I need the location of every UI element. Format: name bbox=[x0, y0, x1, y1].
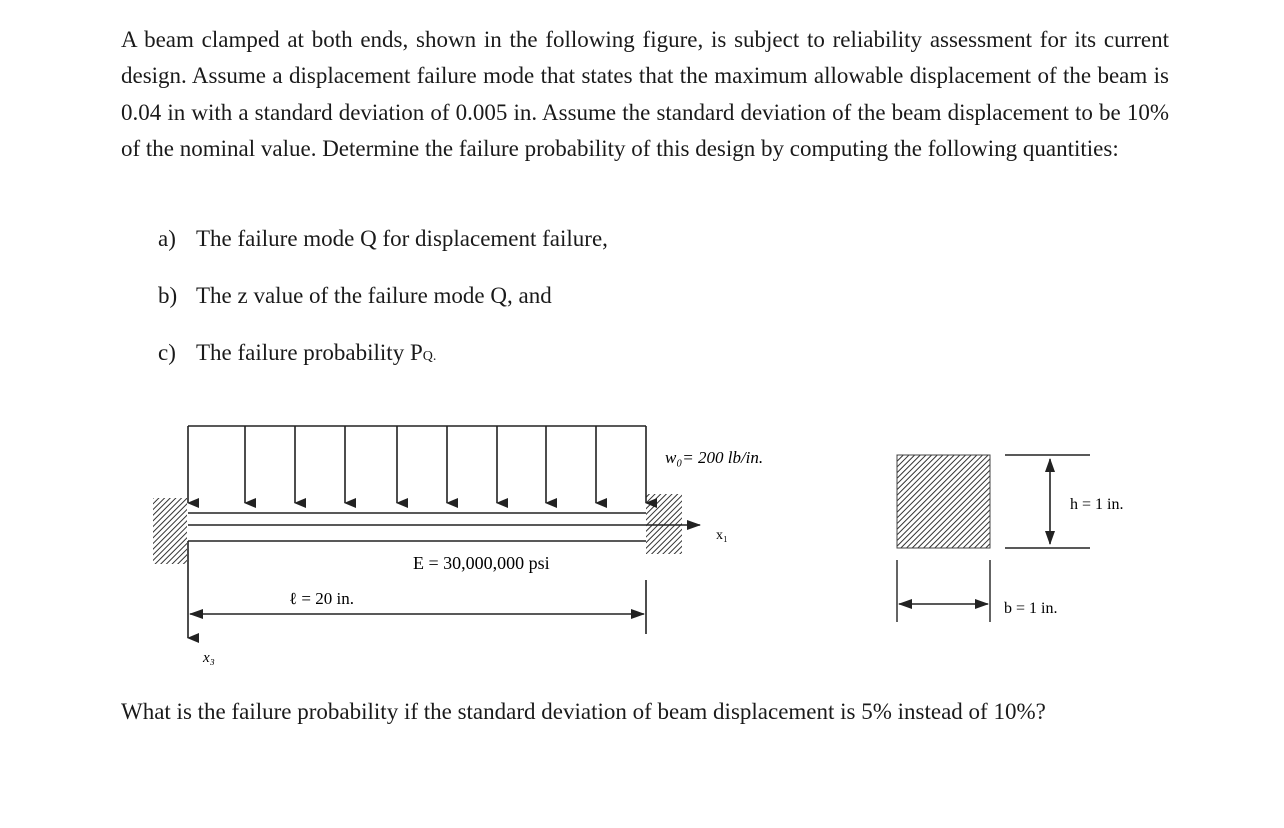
problem-statement: A beam clamped at both ends, shown in the following figure, is subject to reliability assessment for its current design. Assume a displacement failure mode that states that the maximum allowable displacement of the beam is 0.04 in with a standard deviation of 0.005 in. Assume the standard deviation of the beam displacement to be 10% of the nominal value. Determine the failure probability of this design by computing the following quantities: bbox=[121, 27, 1169, 161]
length-dimension bbox=[190, 580, 646, 634]
follow-up-question: What is the failure probability if the standard deviation of beam displacement is 5% instead of 10%? bbox=[121, 699, 1046, 724]
width-dimension bbox=[897, 560, 990, 622]
modulus-label: E = 30,000,000 psi bbox=[413, 553, 550, 573]
list-item-text: The failure probability P bbox=[196, 340, 423, 365]
left-clamp-support bbox=[153, 498, 187, 564]
cross-section bbox=[897, 455, 990, 548]
x1-label: x₁ bbox=[716, 528, 728, 543]
length-label: ℓ = 20 in. bbox=[289, 589, 354, 608]
right-clamp-support bbox=[646, 494, 682, 554]
beam bbox=[188, 513, 700, 541]
distributed-load bbox=[188, 426, 646, 503]
list-item-text: The z value of the failure mode Q, and bbox=[196, 283, 552, 308]
x3-label: x₃ bbox=[203, 650, 215, 666]
list-item-a bbox=[158, 226, 608, 252]
load-label: w₀= 200 lb/in. bbox=[665, 448, 764, 467]
list-marker: b) bbox=[158, 283, 178, 308]
width-label: b = 1 in. bbox=[1004, 600, 1058, 617]
list-marker: c) bbox=[158, 340, 176, 365]
list-item-c bbox=[158, 340, 436, 366]
height-label: h = 1 in. bbox=[1070, 496, 1124, 513]
list-item-text: The failure mode Q for displacement failure, bbox=[196, 226, 608, 251]
list-item-subscript: Q. bbox=[422, 349, 437, 364]
beam-figure bbox=[0, 400, 1284, 680]
list-marker: a) bbox=[158, 226, 176, 251]
list-item-b bbox=[158, 283, 552, 309]
